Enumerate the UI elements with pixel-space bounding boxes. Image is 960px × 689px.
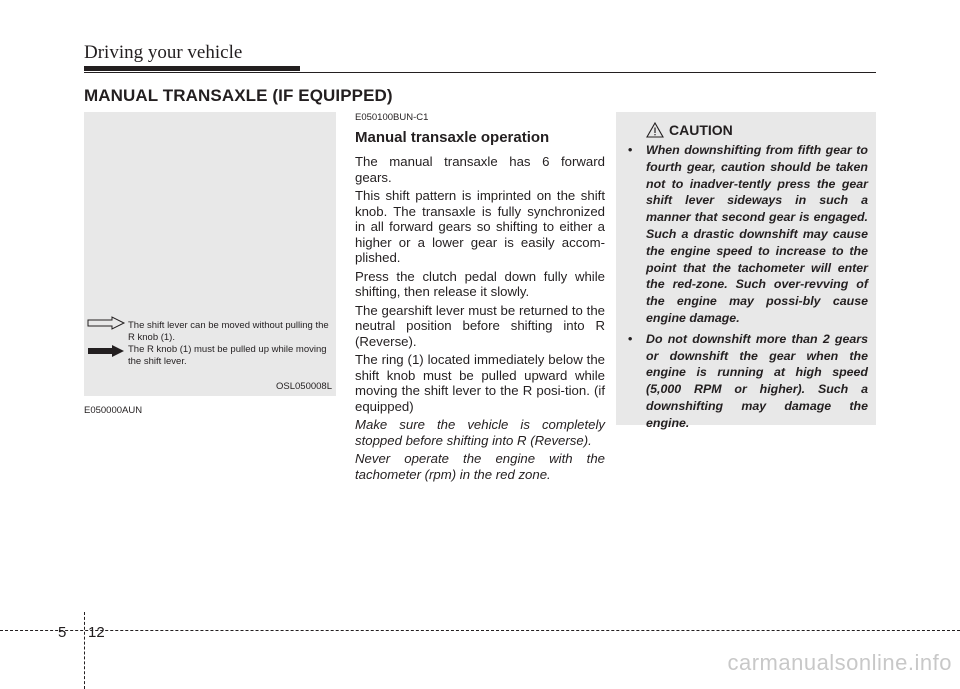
section-title: MANUAL TRANSAXLE (IF EQUIPPED) — [84, 86, 393, 105]
italic-note: Never operate the engine with the tachometer (rpm) in the red zone. — [355, 451, 605, 482]
caution-title: CAUTION — [669, 122, 733, 138]
outline-arrow-icon — [86, 316, 126, 330]
shift-lever-figure — [84, 112, 336, 396]
paragraph: The manual transaxle has 6 forward gears. — [355, 154, 605, 185]
article-code: E050100BUN-C1 — [355, 112, 429, 123]
legend-item-free-movement: The shift lever can be moved without pulling the R knob (1). — [128, 320, 329, 343]
watermark: carmanualsonline.info — [727, 650, 952, 675]
bullet-icon: • — [628, 331, 633, 346]
warning-triangle-icon — [646, 122, 664, 138]
paragraph: The ring (1) located immediately below the shift knob must be pulled upward while moving the shift lever to the R posi-tion. (if equipped) — [355, 352, 605, 414]
page-number: 12 — [88, 624, 105, 641]
footer-rule — [0, 630, 960, 631]
italic-note: Make sure the vehicle is completely stopped before shifting into R (Reverse). — [355, 417, 605, 448]
footer-vertical-rule — [84, 612, 85, 689]
caution-list — [624, 142, 868, 436]
caution-item: • Do not downshift more than 2 gears or downshift the gear when the engine is running at high speed (5,000 RPM or higher). Such a downshifting may damage the engine. — [628, 331, 868, 430]
caution-heading — [646, 122, 733, 138]
caution-box — [616, 112, 876, 430]
figure-reference: E050000AUN — [84, 405, 143, 416]
article-heading: Manual transaxle operation — [355, 129, 550, 146]
header-rule-thick — [84, 66, 300, 71]
running-header: Driving your vehicle — [84, 42, 243, 63]
paragraph: The gearshift lever must be returned to the neutral position before shifting into R (Reverse). — [355, 302, 605, 349]
chapter-number: 5 — [58, 624, 67, 641]
paragraph: This shift pattern is imprinted on the shift knob. The transaxle is fully synchronized in all forward gears so shifting to either a higher or a lower gear is easily accom-plished. — [355, 188, 605, 265]
caution-item: • When downshifting from fifth gear to fourth gear, caution should be taken not to inadver-tently press the gear shift lever sideways in such a manner that second gear is engaged. Such a drastic downshift may cause the engine speed to increase to the point that the tachometer will enter the red-zone. Such over-revving of the engine may possi-bly cause engine damage. — [628, 143, 868, 325]
article-column — [355, 112, 605, 485]
figure-legend — [128, 320, 338, 368]
solid-arrow-icon — [86, 344, 126, 358]
figure-code: OSL050008L — [276, 381, 332, 392]
paragraph: Press the clutch pedal down fully while shifting, then release it slowly. — [355, 268, 605, 299]
legend-item-pull-knob: The R knob (1) must be pulled up while moving the shift lever. — [128, 344, 327, 367]
header-rule-thin — [84, 72, 876, 73]
bullet-icon: • — [628, 143, 633, 157]
